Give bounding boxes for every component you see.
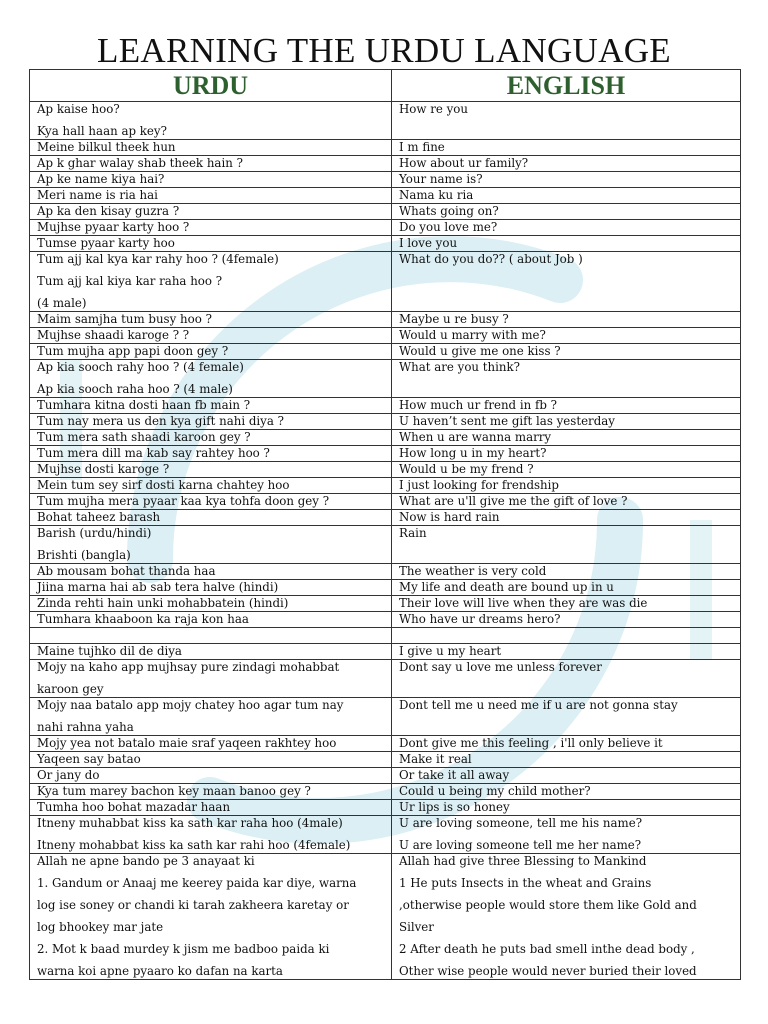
cell-line: Would u give me one kiss ?	[399, 344, 561, 358]
line-gap	[37, 831, 385, 838]
cell-line: warna koi apne pyaaro ko dafan na karta	[37, 964, 283, 978]
cell-line: How about ur family?	[399, 156, 529, 170]
cell-line: Ab mousam bohat thanda haa	[37, 564, 216, 578]
cell-line: I just looking for frendship	[399, 478, 559, 492]
english-cell	[392, 344, 741, 360]
table-row	[30, 220, 741, 236]
urdu-cell	[30, 252, 392, 312]
cell-line: 1 He puts Insects in the wheat and Grains	[399, 876, 652, 890]
cell-line: Mujhse dosti karoge ?	[37, 462, 170, 476]
table-row	[30, 768, 741, 784]
english-cell	[392, 102, 741, 140]
urdu-cell	[30, 188, 392, 204]
table-row	[30, 510, 741, 526]
cell-line: Tum ajj kal kiya kar raha hoo ?	[37, 274, 223, 288]
english-cell	[392, 398, 741, 414]
urdu-cell	[30, 526, 392, 564]
cell-line: log bhookey mar jate	[37, 920, 164, 934]
vocabulary-table	[29, 69, 741, 980]
table-row	[30, 596, 741, 612]
table-row	[30, 752, 741, 768]
cell-line: U are loving someone tell me her name?	[399, 838, 642, 852]
cell-line: How much ur frend in fb ?	[399, 398, 557, 412]
english-cell	[392, 312, 741, 328]
cell-line: Kya tum marey bachon key maan banoo gey ?	[37, 784, 311, 798]
line-gap	[37, 869, 385, 876]
urdu-cell	[30, 510, 392, 526]
english-cell	[392, 462, 741, 478]
table-row	[30, 494, 741, 510]
table-row	[30, 446, 741, 462]
cell-line: (4 male)	[37, 296, 87, 310]
cell-line: Barish (urdu/hindi)	[37, 526, 152, 540]
english-cell	[392, 478, 741, 494]
urdu-cell	[30, 564, 392, 580]
english-cell	[392, 494, 741, 510]
cell-line: I love you	[399, 236, 458, 250]
line-gap	[37, 713, 385, 720]
table-row	[30, 784, 741, 800]
cell-line: Or take it all away	[399, 768, 510, 782]
english-cell	[392, 526, 741, 564]
urdu-cell	[30, 414, 392, 430]
english-cell	[392, 612, 741, 628]
line-gap	[37, 375, 385, 382]
cell-line: 2 After death he puts bad smell inthe dead body ,	[399, 942, 695, 956]
urdu-cell	[30, 612, 392, 628]
cell-line: Ap k ghar walay shab theek hain ?	[37, 156, 243, 170]
urdu-cell	[30, 462, 392, 478]
table-row	[30, 140, 741, 156]
english-cell	[392, 140, 741, 156]
table-row	[30, 398, 741, 414]
urdu-cell	[30, 800, 392, 816]
cell-line: Zinda rehti hain unki mohabbatein (hindi)	[37, 596, 289, 610]
english-cell	[392, 596, 741, 612]
cell-line: U haven’t sent me gift las yesterday	[399, 414, 615, 428]
english-column-header: ENGLISH	[392, 70, 741, 102]
cell-line: Tumhara kitna dosti haan fb main ?	[37, 398, 251, 412]
cell-line: Tumse pyaar karty hoo	[37, 236, 175, 250]
line-gap	[37, 117, 385, 124]
english-cell	[392, 172, 741, 188]
urdu-column-header: URDU	[30, 70, 392, 102]
cell-line: I give u my heart	[399, 644, 502, 658]
urdu-cell	[30, 580, 392, 596]
cell-line: How long u in my heart?	[399, 446, 547, 460]
table-row	[30, 204, 741, 220]
cell-line: Dont tell me u need me if u are not gonna stay	[399, 698, 678, 712]
english-cell	[392, 752, 741, 768]
cell-line: Nama ku ria	[399, 188, 474, 202]
line-gap	[399, 891, 734, 898]
urdu-cell	[30, 220, 392, 236]
table-row	[30, 328, 741, 344]
urdu-cell	[30, 204, 392, 220]
cell-line: Dont give me this feeling , i'll only believe it	[399, 736, 663, 750]
table-row	[30, 156, 741, 172]
english-cell	[392, 816, 741, 854]
cell-line: Make it real	[399, 752, 472, 766]
english-cell	[392, 188, 741, 204]
english-cell	[392, 446, 741, 462]
table-row	[30, 854, 741, 980]
cell-line: Ur lips is so honey	[399, 800, 510, 814]
cell-line: Whats going on?	[399, 204, 499, 218]
english-cell	[392, 854, 741, 980]
table-row	[30, 344, 741, 360]
cell-line: Jiina marna hai ab sab tera halve (hindi)	[37, 580, 279, 594]
english-cell	[392, 628, 741, 644]
table-row	[30, 172, 741, 188]
cell-line: Mojy na kaho app mujhsay pure zindagi mohabbat	[37, 660, 340, 674]
english-cell	[392, 220, 741, 236]
line-gap	[37, 675, 385, 682]
urdu-cell	[30, 478, 392, 494]
urdu-cell	[30, 768, 392, 784]
cell-line: Mujhse pyaar karty hoo ?	[37, 220, 190, 234]
cell-line: Yaqeen say batao	[37, 752, 141, 766]
cell-line: Tum ajj kal kya kar rahy hoo ? (4female)	[37, 252, 279, 266]
line-gap	[399, 935, 734, 942]
cell-line: Maim samjha tum busy hoo ?	[37, 312, 212, 326]
cell-line: Tum mera dill ma kab say rahtey hoo ?	[37, 446, 270, 460]
cell-line: I m fine	[399, 140, 445, 154]
english-cell	[392, 328, 741, 344]
cell-line: What do you do?? ( about Job )	[399, 252, 583, 266]
urdu-cell	[30, 312, 392, 328]
cell-line: Would u be my frend ?	[399, 462, 534, 476]
line-gap	[37, 935, 385, 942]
cell-line: Now is hard rain	[399, 510, 500, 524]
english-cell	[392, 510, 741, 526]
line-gap	[399, 831, 734, 838]
cell-line: Mojy yea not batalo maie sraf yaqeen rakhtey hoo	[37, 736, 337, 750]
cell-line: My life and death are bound up in u	[399, 580, 614, 594]
cell-line: Maybe u re busy ?	[399, 312, 509, 326]
urdu-cell	[30, 494, 392, 510]
line-gap	[37, 913, 385, 920]
urdu-cell	[30, 628, 392, 644]
cell-line: U are loving someone, tell me his name?	[399, 816, 643, 830]
cell-line: Tum mujha mera pyaar kaa kya tohfa doon gey ?	[37, 494, 330, 508]
cell-line: 2. Mot k baad murdey k jism me badboo paida ki	[37, 942, 330, 956]
line-gap	[37, 957, 385, 964]
cell-line: log ise soney or chandi ki tarah zakheera karetay or	[37, 898, 349, 912]
urdu-cell	[30, 854, 392, 980]
urdu-cell	[30, 596, 392, 612]
english-cell	[392, 414, 741, 430]
cell-line: Silver	[399, 920, 434, 934]
table-row	[30, 612, 741, 628]
cell-line: Itneny muhabbat kiss ka sath kar raha hoo (4male)	[37, 816, 343, 830]
english-cell	[392, 156, 741, 172]
table-row	[30, 526, 741, 564]
cell-line: Mojy naa batalo app mojy chatey hoo agar tum nay	[37, 698, 344, 712]
line-gap	[399, 913, 734, 920]
table-row	[30, 430, 741, 446]
english-cell	[392, 236, 741, 252]
line-gap	[37, 891, 385, 898]
line-gap	[399, 869, 734, 876]
page-title: LEARNING THE URDU LANGUAGE	[97, 31, 671, 70]
table-row	[30, 580, 741, 596]
english-cell	[392, 768, 741, 784]
urdu-cell	[30, 398, 392, 414]
cell-line: Ap kia sooch rahy hoo ? (4 female)	[37, 360, 244, 374]
urdu-cell	[30, 446, 392, 462]
urdu-cell	[30, 736, 392, 752]
english-cell	[392, 784, 741, 800]
english-cell	[392, 660, 741, 698]
cell-line: Itneny mohabbat kiss ka sath kar rahi hoo (4female)	[37, 838, 351, 852]
cell-line: Tum mera sath shaadi karoon gey ?	[37, 430, 251, 444]
cell-line: Meine bilkul theek hun	[37, 140, 176, 154]
urdu-cell	[30, 816, 392, 854]
table-row	[30, 800, 741, 816]
english-cell	[392, 736, 741, 752]
table-row	[30, 736, 741, 752]
cell-line: Or jany do	[37, 768, 100, 782]
urdu-cell	[30, 328, 392, 344]
line-gap	[37, 267, 385, 274]
cell-line: Tumha hoo bohat mazadar haan	[37, 800, 231, 814]
cell-line: Mujhse shaadi karoge ? ?	[37, 328, 190, 342]
urdu-cell	[30, 430, 392, 446]
cell-line: Meri name is ria hai	[37, 188, 158, 202]
cell-line: Could u being my child mother?	[399, 784, 591, 798]
table-row	[30, 102, 741, 140]
urdu-cell	[30, 140, 392, 156]
cell-line: ,otherwise people would store them like Gold and	[399, 898, 697, 912]
cell-line: Brishti (bangla)	[37, 548, 131, 562]
table-row	[30, 312, 741, 328]
cell-line: Ap kia sooch raha hoo ? (4 male)	[37, 382, 233, 396]
cell-line: The weather is very cold	[399, 564, 547, 578]
cell-line: Tum mujha app papi doon gey ?	[37, 344, 229, 358]
urdu-cell	[30, 360, 392, 398]
table-row	[30, 564, 741, 580]
english-cell	[392, 698, 741, 736]
table-row	[30, 478, 741, 494]
line-gap	[37, 541, 385, 548]
cell-line: Tumhara khaaboon ka raja kon haa	[37, 612, 249, 626]
cell-line: Ap ke name kiya hai?	[37, 172, 165, 186]
table-row	[30, 236, 741, 252]
cell-line: Your name is?	[399, 172, 483, 186]
cell-line: How re you	[399, 102, 468, 116]
cell-line: Mein tum sey sirf dosti karna chahtey hoo	[37, 478, 290, 492]
cell-line: Ap kaise hoo?	[37, 102, 120, 116]
urdu-cell	[30, 102, 392, 140]
table-row	[30, 414, 741, 430]
line-gap	[37, 289, 385, 296]
cell-line: nahi rahna yaha	[37, 720, 134, 734]
urdu-cell	[30, 172, 392, 188]
table-row	[30, 644, 741, 660]
cell-line: Ap ka den kisay guzra ?	[37, 204, 180, 218]
cell-line: Who have ur dreams hero?	[399, 612, 561, 626]
table-row	[30, 462, 741, 478]
cell-line: 1. Gandum or Anaaj me keerey paida kar diye, warna	[37, 876, 357, 890]
table-row	[30, 660, 741, 698]
cell-line: Dont say u love me unless forever	[399, 660, 602, 674]
urdu-cell	[30, 156, 392, 172]
line-gap	[37, 628, 385, 635]
english-cell	[392, 360, 741, 398]
urdu-cell	[30, 698, 392, 736]
urdu-cell	[30, 660, 392, 698]
line-gap	[399, 628, 734, 635]
cell-line: What are you think?	[399, 360, 520, 374]
english-cell	[392, 204, 741, 220]
table-row	[30, 698, 741, 736]
english-cell	[392, 800, 741, 816]
cell-line: Their love will live when they are was die	[399, 596, 648, 610]
cell-line: When u are wanna marry	[399, 430, 552, 444]
table-row	[30, 628, 741, 644]
urdu-cell	[30, 344, 392, 360]
line-gap	[399, 957, 734, 964]
english-cell	[392, 580, 741, 596]
cell-line: Allah ne apne bando pe 3 anayaat ki	[37, 854, 255, 868]
urdu-cell	[30, 644, 392, 660]
english-cell	[392, 644, 741, 660]
cell-line: Allah had give three Blessing to Mankind	[399, 854, 647, 868]
cell-line: Rain	[399, 526, 427, 540]
urdu-cell	[30, 784, 392, 800]
table-row	[30, 188, 741, 204]
cell-line: Tum nay mera us den kya gift nahi diya ?	[37, 414, 284, 428]
cell-line: Do you love me?	[399, 220, 498, 234]
cell-line: Maine tujhko dil de diya	[37, 644, 182, 658]
urdu-cell	[30, 752, 392, 768]
cell-line: Bohat taheez barash	[37, 510, 161, 524]
cell-line: Kya hall haan ap key?	[37, 124, 167, 138]
table-row	[30, 252, 741, 312]
cell-line: Other wise people would never buried their loved	[399, 964, 697, 978]
cell-line: What are u'll give me the gift of love ?	[399, 494, 628, 508]
table-row	[30, 360, 741, 398]
english-cell	[392, 252, 741, 312]
table-header-row	[30, 70, 741, 102]
cell-line: karoon gey	[37, 682, 104, 696]
english-cell	[392, 430, 741, 446]
table-row	[30, 816, 741, 854]
cell-line: Would u marry with me?	[399, 328, 546, 342]
urdu-cell	[30, 236, 392, 252]
english-cell	[392, 564, 741, 580]
